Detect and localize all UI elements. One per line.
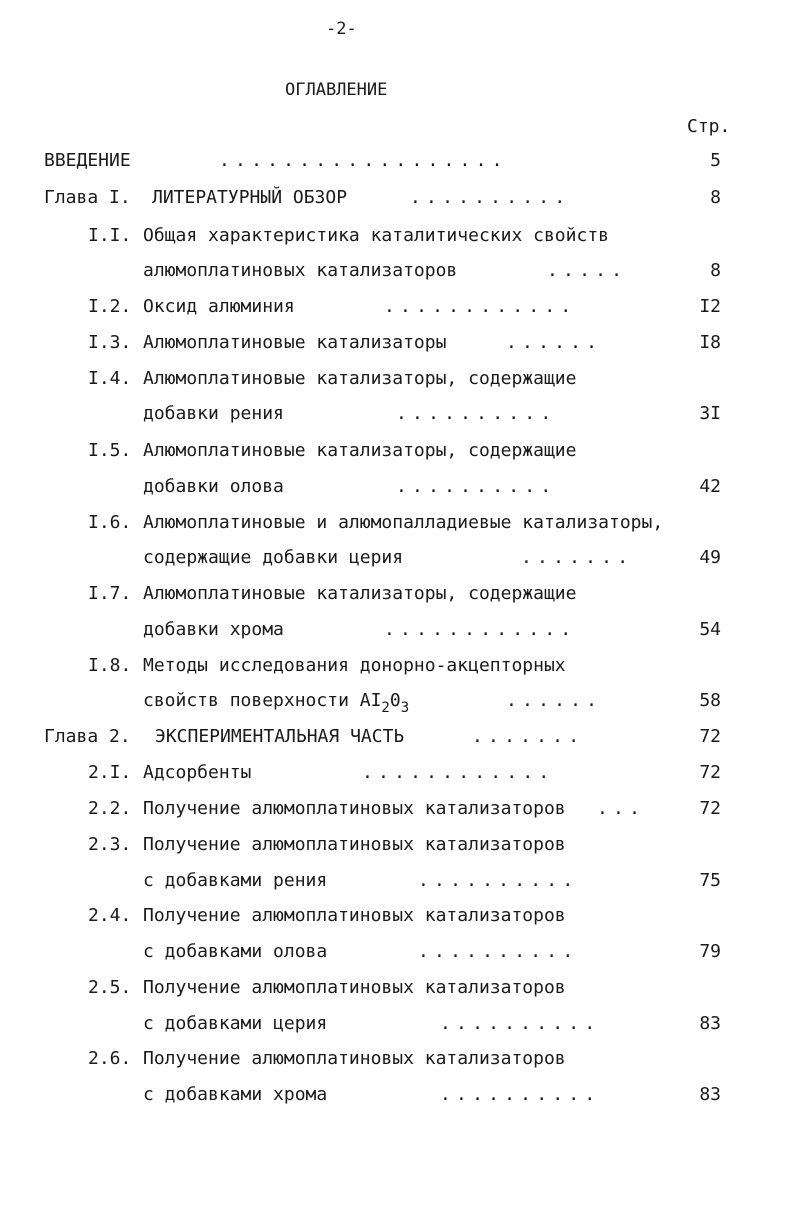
leader-dots: ..... <box>547 260 628 281</box>
leader-dots: ...... <box>506 690 603 711</box>
chapter-2-label: Глава 2. <box>44 726 131 747</box>
section-1-8-number: I.8. <box>88 655 132 676</box>
section-1-2-page: I2 <box>699 296 721 317</box>
section-1-1-page: 8 <box>710 260 721 281</box>
section-1-4-title-cont: добавки рения <box>143 403 284 424</box>
leader-dots: ....... <box>472 726 585 747</box>
section-1-7-title-cont: добавки хрома <box>143 619 284 640</box>
section-2-4-title: Получение алюмоплатиновых катализаторов <box>143 905 566 926</box>
section-2-5-page: 83 <box>699 1013 721 1034</box>
section-1-6-title-cont: содержащие добавки церия <box>143 547 404 568</box>
section-1-7-number: I.7. <box>88 583 132 604</box>
leader-dots: ...... <box>506 332 603 353</box>
toc-entry-intro-page: 5 <box>710 150 721 171</box>
section-1-8-title-cont <box>143 690 410 716</box>
section-1-1-title: Общая характеристика каталитических свойств <box>143 225 609 246</box>
section-2-2-title: Получение алюмоплатиновых катализаторов <box>143 798 566 819</box>
section-2-5-title: Получение алюмоплатиновых катализаторов <box>143 977 566 998</box>
section-2-5-number: 2.5. <box>88 977 132 998</box>
chapter-2-page: 72 <box>699 726 721 747</box>
section-1-6-number: I.6. <box>88 512 132 533</box>
section-1-3-number: I.3. <box>88 332 132 353</box>
section-2-3-number: 2.3. <box>88 834 132 855</box>
section-2-2-page: 72 <box>699 798 721 819</box>
section-1-7-page: 54 <box>699 619 721 640</box>
section-2-6-title-cont: с добавками хрома <box>143 1084 328 1105</box>
toc-entry-intro-title: ВВЕДЕНИЕ <box>44 150 131 171</box>
section-2-2-number: 2.2. <box>88 798 132 819</box>
section-1-5-number: I.5. <box>88 440 132 461</box>
section-1-6-title: Алюмоплатиновые и алюмопалладиевые катализаторы, <box>143 512 664 533</box>
leader-dots: ............ <box>384 619 577 640</box>
section-1-6-page: 49 <box>699 547 721 568</box>
leader-dots: .......... <box>418 941 579 962</box>
section-2-6-number: 2.6. <box>88 1048 132 1069</box>
section-2-5-title-cont: с добавками церия <box>143 1013 328 1034</box>
leader-dots: .......... <box>396 403 557 424</box>
chapter-2-title: ЭКСПЕРИМЕНТАЛЬНАЯ ЧАСТЬ <box>155 726 405 747</box>
chapter-1-page: 8 <box>710 187 721 208</box>
section-1-4-title: Алюмоплатиновые катализаторы, содержащие <box>143 368 577 389</box>
page-number: -2- <box>326 19 357 39</box>
chapter-1-title: ЛИТЕРАТУРНЫЙ ОБЗОР <box>152 187 348 208</box>
section-2-1-number: 2.I. <box>88 762 132 783</box>
section-1-5-title: Алюмоплатиновые катализаторы, содержащие <box>143 440 577 461</box>
section-1-4-page: 3I <box>699 403 721 424</box>
section-1-1-title-cont: алюмоплатиновых катализаторов <box>143 260 458 281</box>
section-2-1-title: Адсорбенты <box>143 762 252 783</box>
section-1-8-page: 58 <box>699 690 721 711</box>
leader-dots: ....... <box>521 547 634 568</box>
section-2-6-page: 83 <box>699 1084 721 1105</box>
section-1-5-title-cont: добавки олова <box>143 476 284 497</box>
section-2-6-title: Получение алюмоплатиновых катализаторов <box>143 1048 566 1069</box>
section-2-4-title-cont: с добавками олова <box>143 941 328 962</box>
leader-dots: .......... <box>410 187 571 208</box>
leader-dots: ............ <box>384 296 577 317</box>
section-1-4-number: I.4. <box>88 368 132 389</box>
leader-dots: .................. <box>219 150 508 171</box>
section-1-5-page: 42 <box>699 476 721 497</box>
section-2-3-page: 75 <box>699 870 721 891</box>
leader-dots: ... <box>597 798 646 819</box>
leader-dots: .......... <box>440 1013 601 1034</box>
section-1-3-title: Алюмоплатиновые катализаторы <box>143 332 447 353</box>
formula-subscript: 3 <box>400 700 410 716</box>
formula-text: свойств поверхности AI <box>143 690 382 711</box>
toc-title: ОГЛАВЛЕНИЕ <box>285 80 388 100</box>
formula-text: 0 <box>389 690 401 711</box>
section-1-3-page: I8 <box>699 332 721 353</box>
section-1-2-title: Оксид алюминия <box>143 296 295 317</box>
section-2-1-page: 72 <box>699 762 721 783</box>
section-2-3-title-cont: с добавками рения <box>143 870 328 891</box>
section-1-1-number: I.I. <box>88 225 132 246</box>
section-2-4-number: 2.4. <box>88 905 132 926</box>
chapter-1-label: Глава I. <box>44 187 131 208</box>
section-1-8-title: Методы исследования донорно-акцепторных <box>143 655 566 676</box>
leader-dots: .......... <box>440 1084 601 1105</box>
section-1-2-number: I.2. <box>88 296 132 317</box>
formula-subscript: 2 <box>381 700 390 716</box>
section-1-7-title: Алюмоплатиновые катализаторы, содержащие <box>143 583 577 604</box>
section-2-4-page: 79 <box>699 941 721 962</box>
leader-dots: .......... <box>396 476 557 497</box>
section-2-3-title: Получение алюмоплатиновых катализаторов <box>143 834 566 855</box>
page-column-header: Стр. <box>687 116 731 137</box>
leader-dots: ............ <box>362 762 555 783</box>
leader-dots: .......... <box>418 870 579 891</box>
